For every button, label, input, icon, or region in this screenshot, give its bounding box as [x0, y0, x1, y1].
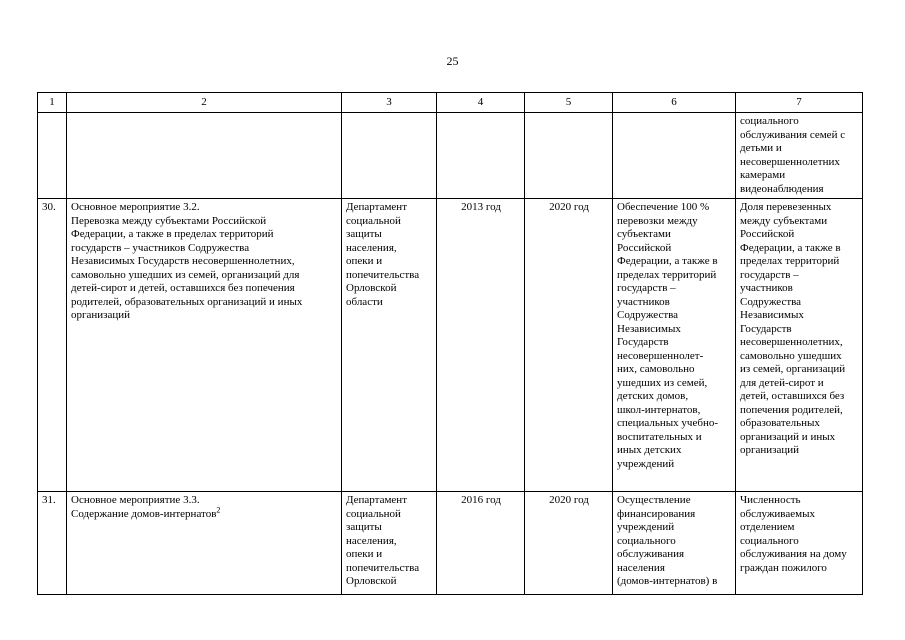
page-number: 25 [446, 54, 459, 68]
table-row [38, 199, 863, 492]
header-cell: 5 [525, 93, 613, 113]
footnote-mark: 2 [216, 504, 221, 514]
result-cell: Осуществление финансирования учреждений социального обслуживания населения (домов-интернатов) в [613, 492, 736, 595]
header-cell: 3 [342, 93, 437, 113]
empty-cell [613, 113, 736, 199]
empty-cell [67, 113, 342, 199]
header-cell: 1 [38, 93, 67, 113]
empty-cell [437, 113, 525, 199]
row-number: 31. [38, 492, 67, 595]
table-row [38, 492, 863, 595]
header-cell: 4 [437, 93, 525, 113]
empty-cell [38, 113, 67, 199]
start-year-cell: 2016 год [437, 492, 525, 595]
empty-cell [525, 113, 613, 199]
activity-cell: Основное мероприятие 3.3. Содержание домов-интернатов$^2$ [67, 492, 342, 595]
responsible-cell: Департамент социальной защиты населения, опеки и попечительства Орловской области [342, 199, 437, 492]
start-year-cell: 2013 год [437, 199, 525, 492]
empty-cell [342, 113, 437, 199]
indicator-cell: Доля перевезенных между субъектами Российской Федерации, а также в пределах территорий государств – участников Содружества Независимых Государств несовершеннолетних, самовольно ушедших из семей, организаций для детей-сирот и детей, оставшихся без попечения родителей, образовательных организаций и иных организаций [736, 199, 863, 492]
indicator-cell: социального обслуживания семей с детьми и несовершеннолетних камерами видеонаблюдения [736, 113, 863, 199]
activity-cell: Основное мероприятие 3.2. Перевозка между субъектами Российской Федерации, а также в пределах территорий государств – участников Содружества Независимых Государств несовершеннолетних, самовольно ушедших из семей, организаций для детей-сирот и детей, оставшихся без попечения родителей, образовательных организаций и иных организаций [67, 199, 342, 492]
continuation-row [38, 113, 863, 199]
program-activities-table [37, 92, 863, 595]
header-cell: 6 [613, 93, 736, 113]
end-year-cell: 2020 год [525, 199, 613, 492]
header-cell: 2 [67, 93, 342, 113]
end-year-cell: 2020 год [525, 492, 613, 595]
result-cell: Обеспечение 100 % перевозки между субъектами Российской Федерации, а также в пределах территорий государств – участников Содружества Независимых Государств несовершеннолет- них, самовольно ушедших из семей, детских домов, школ-интернатов, специальных учебно- воспитательных и иных детских учреждений [613, 199, 736, 492]
indicator-cell: Численность обслуживаемых отделением социального обслуживания на дому граждан пожилого [736, 492, 863, 595]
header-cell: 7 [736, 93, 863, 113]
column-number-header [38, 93, 863, 113]
row-number: 30. [38, 199, 67, 492]
responsible-cell: Департамент социальной защиты населения, опеки и попечительства Орловской [342, 492, 437, 595]
